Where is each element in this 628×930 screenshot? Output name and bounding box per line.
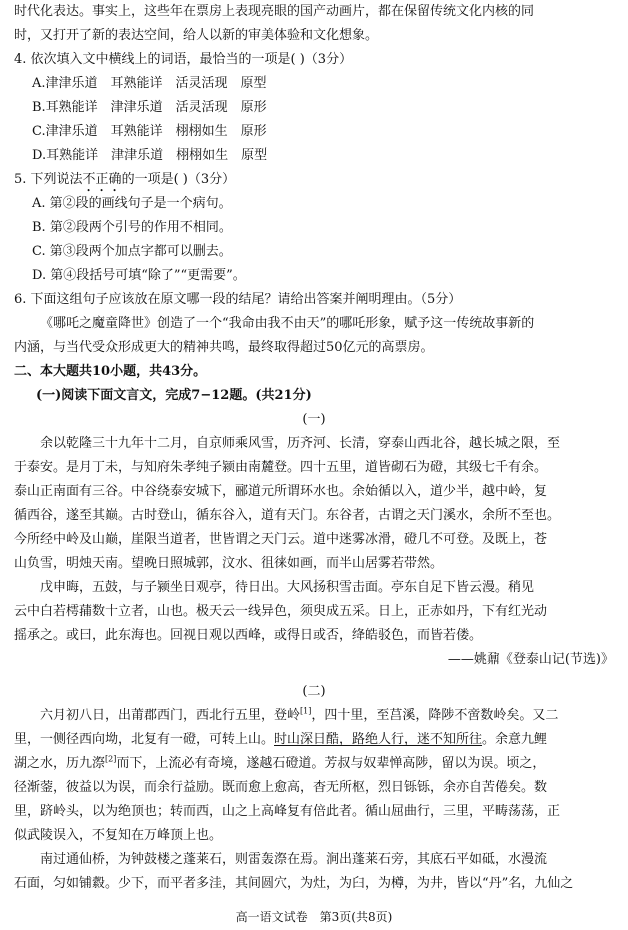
q5-option-b: B. 第②段两个引号的作用不相同。 — [32, 220, 232, 235]
passage-1-line-6: 山负雪，明烛天南。望晚日照城郭，汶水、徂徕如画，而半山居雾若带然。 — [14, 556, 444, 571]
q4-option-c: C.津津乐道 耳熟能详 栩栩如生 原形 — [32, 124, 267, 139]
question-4: 4. 依次填入文中横线上的词语，最恰当的一项是( )（3分） — [14, 52, 353, 67]
passage-1-line-2: 于泰安。是月丁未，与知府朱孝纯子颍由南麓登。四十五里，道皆砌石为磴，其级七千有余。 — [14, 460, 548, 475]
footnote-ref-2: [2] — [105, 754, 117, 764]
question-5 — [14, 172, 235, 195]
passage-1-line-4: 循西谷，遂至其巅。古时登山，循东谷入，道有天门。东谷者，古谓之天门溪水，余所不至也。 — [14, 508, 561, 523]
q4-option-a: A.津津乐道 耳熟能详 活灵活现 原型 — [32, 76, 267, 91]
q5-option-a: A. 第②段的画线句子是一个病句。 — [32, 196, 232, 211]
passage-2-title: (二) — [302, 684, 326, 699]
q5-option-c: C. 第③段两个加点字都可以删去。 — [32, 244, 232, 259]
question-6: 6. 下面这组句子应该放在原文哪一段的结尾？请给出答案并阐明理由。（5分） — [14, 292, 462, 307]
passage-1-title: (一) — [302, 412, 326, 427]
passage-2-line-7: 南过通仙桥，为钟鼓楼之蓬莱石，则雷轰漈在焉。涧出蓬莱石旁，其底石平如砥，水漫流 — [40, 852, 548, 867]
p2-line2-a: 里，一侧径西向坳，北复有一磴，可转上山。 — [14, 732, 275, 747]
passage-2-line-4: 径渐蓥，彼益以为误，而余行益励。既而愈上愈高，杳无所枢，烈日铄铄，余亦自苦倦矣。数 — [14, 780, 548, 795]
passage-line-1: 时代化表达。事实上，这些年在票房上表现亮眼的国产动画片，都在保留传统文化内核的同 — [14, 4, 535, 19]
p2-line3-a: 湖之水，历九漈 — [14, 756, 106, 771]
passage-1-line-7: 戊申晦，五鼓，与子颍坐日观亭，待日出。大风扬积雪击面。亭东自足下皆云漫。稍见 — [40, 580, 535, 595]
p2-line1-b: ，四十里，至莒溪，降陟不啻数岭矣。又二 — [311, 708, 559, 723]
underlined-sentence: 时山深日酷，路绝人行，迷不知所往 — [274, 732, 483, 747]
passage-2-line-6: 似武陵误入，不复知在万峰顶上也。 — [14, 828, 223, 843]
q4-option-b: B.耳熟能详 津津乐道 活灵活现 原形 — [32, 100, 267, 115]
passage-2-line-2 — [14, 732, 547, 748]
passage-line-2: 时，又打开了新的表达空间，给人以新的审美体验和文化想象。 — [14, 28, 379, 43]
passage-2-line-8: 石面，匀如铺縠。少下，而平者多洼，其间圆穴，为灶，为臼，为樽，为井，皆以“丹”名，九仙之 — [14, 876, 574, 891]
passage-2-line-5: 里，跻岭头，以为绝顶也；转而西，山之上高峰复有倍此者。循山屈曲行，三里，平畴荡荡，正 — [14, 804, 561, 819]
passage-1-line-9: 摇承之。或曰，此东海也。回视日观以西峰，或得日或否，绛皓驳色，而皆若偻。 — [14, 628, 483, 643]
passage-1-line-8: 云中白若樗蒱数十立者，山也。极天云一线异色，须臾成五采。日上，正赤如丹，下有红光动 — [14, 604, 548, 619]
q6-text-1: 《哪吒之魔童降世》创造了一个“我命由我不由天”的哪吒形象，赋予这一传统故事新的 — [40, 316, 535, 331]
q6-text-2: 内涵，与当代受众形成更大的精神共鸣，最终取得超过50亿元的高票房。 — [14, 340, 434, 355]
page-footer: 高一语文试卷 第3页(共8页) — [235, 910, 393, 924]
p2-line1-a: 六月初八日，出莆郡西门，西北行五里，登岭 — [40, 708, 301, 723]
q4-option-d: D.耳熟能详 津津乐道 栩栩如生 原型 — [32, 148, 268, 163]
p2-line3-b: 而下，上流必有奇境，遂越石磴道。芳叔与奴辈惮高陟，留以为误。顷之， — [116, 756, 546, 771]
q5-prefix: 5. 下列说法 — [14, 172, 83, 187]
passage-2-line-3 — [14, 756, 545, 772]
passage-1-line-1: 余以乾隆三十九年十二月，自京师乘风雪，历齐河、长清，穿泰山西北谷，越长城之限，至 — [40, 436, 561, 451]
passage-2-line-1 — [40, 708, 558, 724]
passage-1-line-3: 泰山正南面有三谷。中谷绕泰安城下，郦道元所谓环水也。余始循以入，道少半，越中岭，复 — [14, 484, 548, 499]
footnote-ref-1: [1] — [300, 706, 312, 716]
p2-line2-b: 。余意九鲤 — [482, 732, 548, 747]
q5-suffix: 的一项是( )（3分） — [121, 172, 236, 187]
passage-1-source: ——姚鼐《登泰山记(节选)》 — [447, 652, 614, 667]
q5-emphasis: 不正确 — [82, 172, 122, 187]
section-2-heading: 二、本大题共10小题，共43分。 — [14, 364, 207, 379]
q5-option-d: D. 第④段括号可填“除了”“更需要”。 — [32, 268, 246, 283]
passage-1-line-5: 今所经中岭及山巅，崖限当道者，世皆谓之天门云。道中迷雾冰滑，磴几不可登。及既上，苍 — [14, 532, 548, 547]
subsection-1-heading: (一)阅读下面文言文，完成7−12题。(共21分) — [36, 388, 312, 403]
